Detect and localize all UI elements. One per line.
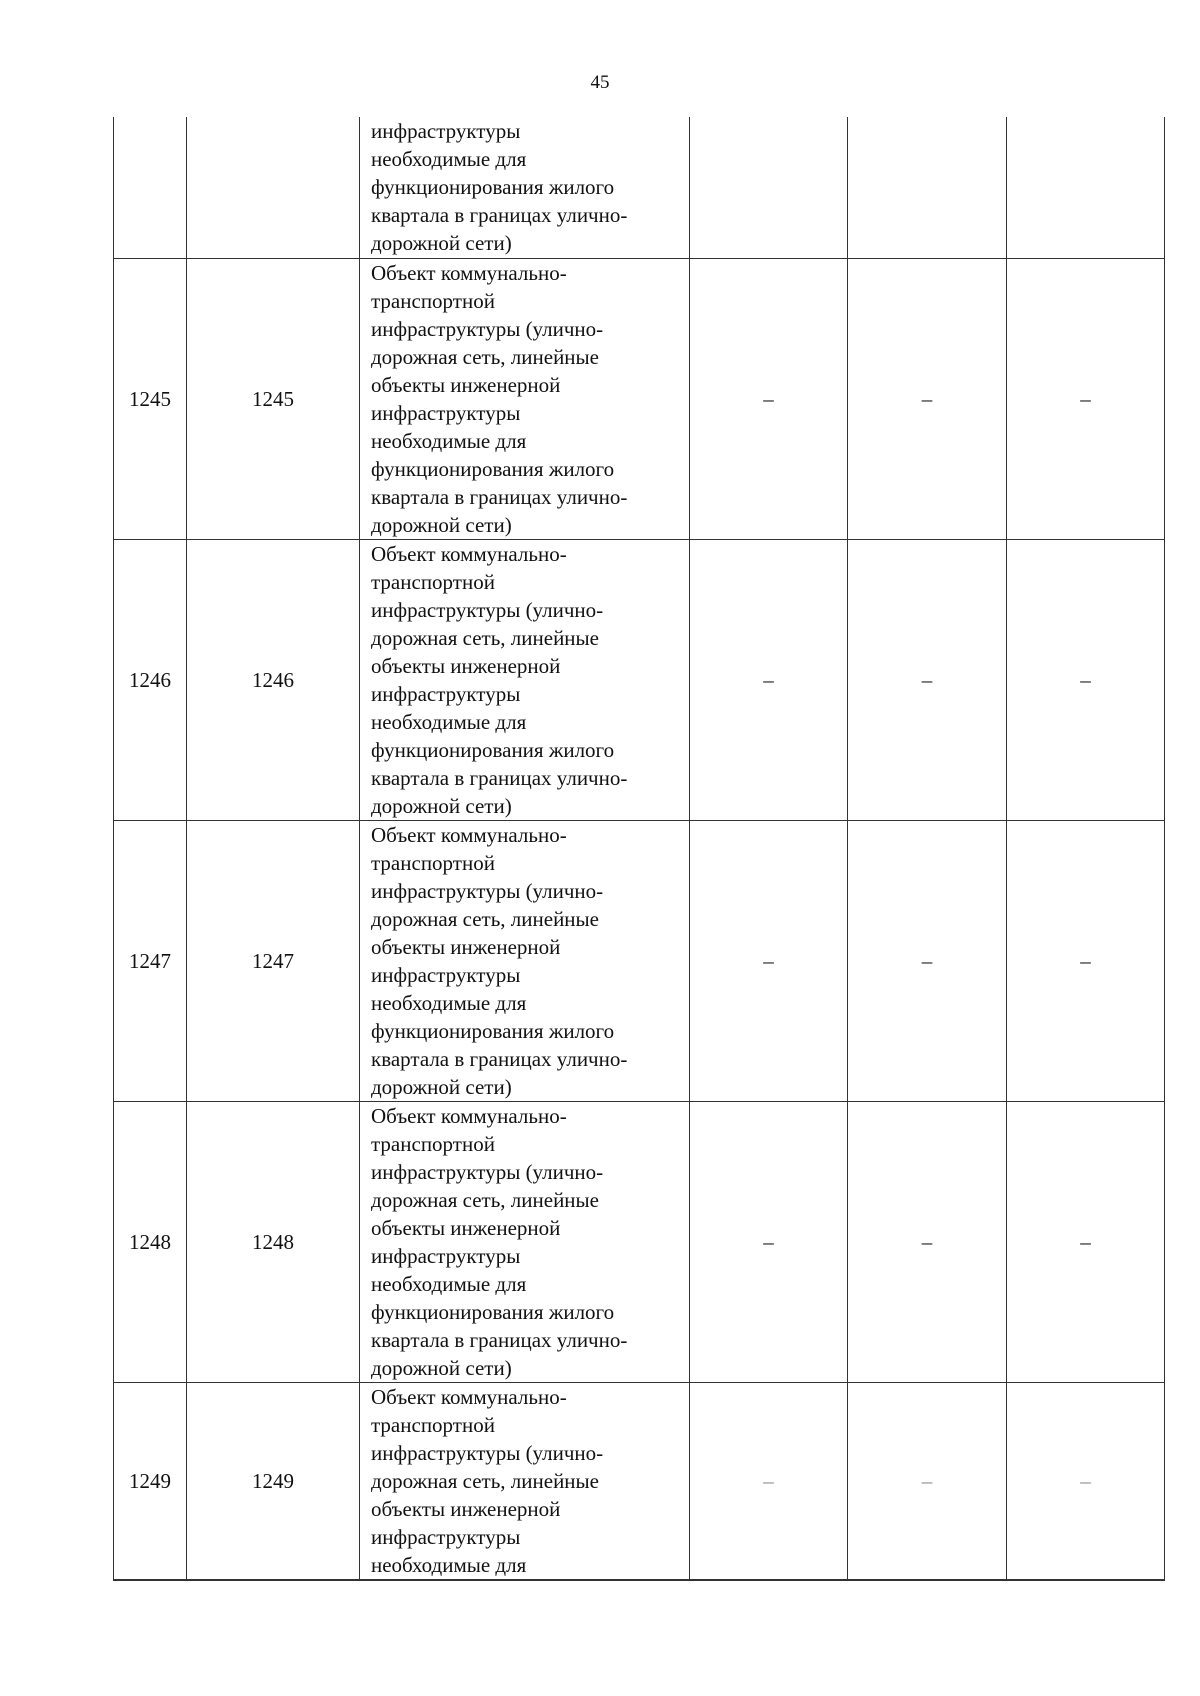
row-code-cell: 1248 xyxy=(187,1101,360,1382)
row-value-cell: – xyxy=(1007,820,1165,1101)
row-value-cell: – xyxy=(848,820,1007,1101)
row-description-cell: Объект коммунально- транспортной инфраструктуры (улично- дорожная сеть, линейные объекты инженерной инфраструктуры необходимые для функционирования жилого квартала в границах улично- дорожной сети) xyxy=(360,1101,690,1382)
table-row xyxy=(114,117,1165,258)
row-description-cell: инфраструктуры необходимые для функционирования жилого квартала в границах улично- дорожной сети) xyxy=(360,117,690,258)
row-value-cell xyxy=(848,117,1007,258)
row-value-cell: – xyxy=(848,539,1007,820)
row-description-cell: Объект коммунально- транспортной инфраструктуры (улично- дорожная сеть, линейные объекты инженерной инфраструктуры необходимые для функционирования жилого квартала в границах улично- дорожной сети) xyxy=(360,258,690,539)
row-value-cell: – xyxy=(848,258,1007,539)
row-value-cell: – xyxy=(1007,1382,1165,1580)
row-id-cell: 1247 xyxy=(114,820,187,1101)
row-value-cell: – xyxy=(690,258,848,539)
table-row xyxy=(114,539,1165,820)
row-id-cell: 1249 xyxy=(114,1382,187,1580)
row-value-cell: – xyxy=(848,1101,1007,1382)
table-row xyxy=(114,258,1165,539)
row-value-cell: – xyxy=(690,1382,848,1580)
row-value-cell xyxy=(1007,117,1165,258)
register-table xyxy=(113,117,1165,1581)
table-row xyxy=(114,820,1165,1101)
row-code-cell: 1247 xyxy=(187,820,360,1101)
page-number: 45 xyxy=(590,72,610,93)
row-description-cell: Объект коммунально- транспортной инфраструктуры (улично- дорожная сеть, линейные объекты инженерной инфраструктуры необходимые для функционирования жилого квартала в границах улично- дорожной сети) xyxy=(360,820,690,1101)
row-id-cell xyxy=(114,117,187,258)
row-id-cell: 1245 xyxy=(114,258,187,539)
row-id-cell: 1248 xyxy=(114,1101,187,1382)
row-value-cell: – xyxy=(1007,539,1165,820)
row-value-cell: – xyxy=(1007,1101,1165,1382)
row-code-cell xyxy=(187,117,360,258)
row-code-cell: 1245 xyxy=(187,258,360,539)
row-value-cell: – xyxy=(690,820,848,1101)
row-value-cell: – xyxy=(690,539,848,820)
row-value-cell: – xyxy=(690,1101,848,1382)
table-row xyxy=(114,1382,1165,1580)
row-value-cell: – xyxy=(848,1382,1007,1580)
row-description-cell: Объект коммунально- транспортной инфраструктуры (улично- дорожная сеть, линейные объекты инженерной инфраструктуры необходимые для функционирования жилого квартала в границах улично- дорожной сети) xyxy=(360,539,690,820)
table-row xyxy=(114,1101,1165,1382)
row-value-cell xyxy=(690,117,848,258)
row-code-cell: 1246 xyxy=(187,539,360,820)
row-code-cell: 1249 xyxy=(187,1382,360,1580)
row-description-cell: Объект коммунально- транспортной инфраструктуры (улично- дорожная сеть, линейные объекты инженерной инфраструктуры необходимые для xyxy=(360,1382,690,1580)
row-value-cell: – xyxy=(1007,258,1165,539)
row-id-cell: 1246 xyxy=(114,539,187,820)
